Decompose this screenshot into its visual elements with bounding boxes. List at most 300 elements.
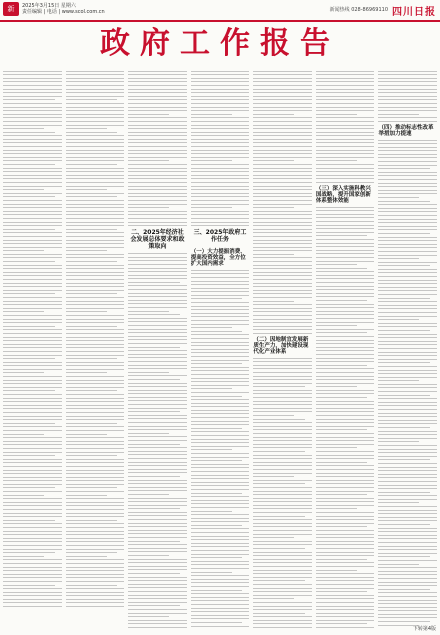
text-line — [378, 341, 437, 342]
text-line — [316, 393, 375, 394]
text-line — [316, 103, 375, 104]
text-line — [191, 593, 250, 594]
text-line — [3, 441, 62, 442]
text-line — [128, 627, 187, 628]
text-line — [66, 412, 125, 413]
text-line — [3, 487, 55, 488]
text-line — [191, 449, 232, 450]
text-line — [378, 585, 437, 586]
text-line — [3, 365, 62, 366]
text-line — [253, 501, 312, 502]
text-line — [66, 592, 125, 593]
text-line — [191, 207, 232, 208]
text-line — [378, 219, 437, 220]
text-line — [3, 243, 62, 244]
text-line — [128, 544, 187, 545]
text-line — [191, 546, 250, 547]
text-line — [253, 462, 312, 463]
text-line — [253, 175, 312, 176]
text-line — [3, 509, 62, 510]
text-line — [3, 437, 62, 438]
text-line — [3, 549, 62, 550]
text-line — [66, 164, 118, 165]
text-line — [378, 183, 437, 184]
text-line — [378, 211, 437, 212]
text-line — [378, 564, 419, 565]
text-line — [3, 567, 62, 568]
text-line — [378, 172, 437, 173]
text-line — [378, 413, 437, 414]
text-line — [66, 107, 125, 108]
text-line — [253, 157, 312, 158]
text-line — [3, 394, 62, 395]
subsection-heading: （三）深入实施科教兴国战略，提升国家创新体系整体效能 — [315, 186, 371, 204]
text-line — [253, 168, 312, 169]
text-line — [128, 365, 187, 366]
text-line — [378, 380, 419, 381]
text-line — [316, 368, 375, 369]
text-line — [316, 96, 375, 97]
text-line — [191, 363, 243, 364]
text-line — [378, 567, 437, 568]
text-line — [253, 99, 312, 100]
text-line — [378, 614, 437, 615]
text-line — [128, 404, 187, 405]
text-line — [66, 452, 125, 453]
text-line — [316, 372, 375, 373]
text-line — [3, 164, 55, 165]
text-line — [128, 573, 180, 574]
text-line — [378, 71, 437, 72]
text-line — [253, 257, 312, 258]
text-line — [378, 578, 437, 579]
text-line — [253, 473, 312, 474]
text-line — [66, 372, 107, 373]
text-line — [316, 419, 375, 420]
text-line — [316, 164, 375, 165]
text-line — [128, 157, 187, 158]
text-line — [378, 391, 437, 392]
text-line — [3, 527, 62, 528]
text-line — [316, 74, 375, 75]
text-line — [66, 337, 125, 338]
text-line — [378, 175, 437, 176]
text-line — [66, 487, 118, 488]
text-line — [378, 92, 437, 93]
text-line — [378, 438, 437, 439]
text-line — [378, 488, 437, 489]
text-line — [378, 229, 437, 230]
text-line — [3, 315, 62, 316]
text-line — [128, 375, 187, 376]
editor-line: 责任编辑 | 电话 | www.scol.com.cn — [22, 9, 105, 15]
text-line — [191, 608, 250, 609]
text-line — [316, 444, 375, 445]
text-line — [253, 393, 312, 394]
section-heading: 二、2025年经济社会发展总体要求和政策取向 — [130, 229, 185, 251]
text-line — [191, 417, 250, 418]
text-line — [66, 254, 125, 255]
text-line — [253, 548, 305, 549]
text-line — [191, 160, 232, 161]
text-line — [316, 296, 375, 297]
text-line — [66, 383, 125, 384]
text-line — [191, 114, 232, 115]
text-line — [253, 286, 312, 287]
text-line — [3, 175, 62, 176]
text-line — [3, 383, 62, 384]
text-line — [316, 329, 375, 330]
text-line — [378, 204, 437, 205]
text-line — [191, 142, 250, 143]
text-line — [191, 453, 250, 454]
text-line — [3, 484, 62, 485]
text-line — [253, 74, 312, 75]
text-line — [253, 595, 312, 596]
text-line — [253, 319, 312, 320]
text-line — [128, 271, 187, 272]
text-line — [378, 546, 437, 547]
text-line — [253, 107, 312, 108]
text-line — [253, 308, 312, 309]
text-line — [253, 240, 312, 241]
text-line — [316, 494, 368, 495]
text-line — [191, 89, 250, 90]
text-line — [316, 401, 375, 402]
text-line — [3, 531, 62, 532]
text-line — [3, 347, 62, 348]
text-line — [191, 284, 250, 285]
text-line — [3, 78, 62, 79]
text-line — [191, 435, 250, 436]
text-line — [378, 154, 437, 155]
text-line — [316, 620, 375, 621]
text-line — [316, 498, 375, 499]
text-line — [253, 268, 312, 269]
text-line — [378, 502, 419, 503]
text-line — [191, 85, 250, 86]
text-line — [3, 71, 62, 72]
text-line — [378, 103, 437, 104]
text-line — [253, 616, 312, 617]
text-line — [316, 78, 375, 79]
text-line — [66, 563, 125, 564]
text-line — [378, 121, 437, 122]
text-line — [3, 236, 62, 237]
subsection-heading: （四）推动标志性改革举措加力提速 — [378, 124, 434, 137]
text-line — [191, 511, 232, 512]
text-line — [128, 602, 187, 603]
text-line — [191, 81, 250, 82]
text-line — [378, 89, 437, 90]
text-line — [191, 331, 243, 332]
text-line — [378, 603, 437, 604]
text-line — [316, 483, 375, 484]
text-line — [128, 609, 187, 610]
text-line — [191, 121, 250, 122]
text-line — [128, 204, 187, 205]
text-line — [378, 110, 437, 111]
text-line — [378, 492, 430, 493]
text-line — [253, 160, 294, 161]
text-line — [3, 495, 44, 496]
text-line — [378, 193, 437, 194]
text-line — [3, 398, 62, 399]
text-line — [3, 275, 62, 276]
text-line — [128, 260, 187, 261]
text-line — [316, 178, 375, 179]
text-line — [191, 575, 250, 576]
text-line — [316, 336, 375, 337]
text-line — [316, 71, 375, 72]
text-line — [3, 466, 62, 467]
text-line — [378, 280, 437, 281]
text-line — [253, 125, 312, 126]
text-line — [3, 595, 62, 596]
text-line — [66, 121, 125, 122]
text-line — [316, 623, 368, 624]
text-line — [66, 74, 125, 75]
text-line — [253, 222, 312, 223]
text-line — [128, 196, 187, 197]
column-5 — [253, 68, 312, 628]
text-line — [316, 476, 375, 477]
text-line — [3, 297, 62, 298]
text-line — [128, 146, 187, 147]
text-line — [316, 207, 375, 208]
text-line — [378, 276, 437, 277]
text-line — [66, 595, 125, 596]
text-line — [316, 559, 368, 560]
text-line — [3, 362, 62, 363]
text-line — [66, 171, 125, 172]
text-line — [66, 426, 125, 427]
text-line — [191, 475, 250, 476]
text-line — [128, 519, 187, 520]
text-line — [316, 501, 375, 502]
text-line — [316, 153, 375, 154]
text-line — [316, 469, 375, 470]
text-line — [66, 146, 125, 147]
text-line — [191, 615, 250, 616]
text-line — [66, 606, 125, 607]
text-line — [191, 135, 250, 136]
text-line — [191, 128, 250, 129]
text-line — [253, 110, 312, 111]
text-line — [316, 175, 375, 176]
section-heading: 三、2025年政府工作任务 — [193, 229, 247, 244]
text-line — [191, 316, 250, 317]
text-line — [128, 515, 187, 516]
text-line — [316, 358, 375, 359]
text-line — [316, 160, 357, 161]
text-line — [316, 541, 375, 542]
text-line — [191, 410, 250, 411]
text-line — [378, 524, 430, 525]
text-line — [191, 370, 250, 371]
text-line — [191, 200, 250, 201]
text-line — [316, 602, 375, 603]
text-line — [128, 74, 187, 75]
text-line — [128, 121, 187, 122]
text-line — [128, 285, 187, 286]
text-line — [191, 604, 250, 605]
text-line — [253, 146, 312, 147]
text-line — [128, 508, 180, 509]
text-line — [378, 495, 437, 496]
text-line — [253, 623, 312, 624]
text-line — [3, 426, 62, 427]
text-line — [253, 541, 312, 542]
text-line — [128, 548, 187, 549]
text-line — [3, 265, 62, 266]
text-line — [191, 367, 250, 368]
text-line — [128, 580, 187, 581]
text-line — [191, 428, 243, 429]
text-line — [253, 211, 312, 212]
text-line — [191, 352, 250, 353]
text-line — [378, 294, 437, 295]
text-line — [253, 519, 312, 520]
text-line — [128, 175, 187, 176]
text-line — [191, 277, 250, 278]
text-line — [128, 505, 187, 506]
text-line — [253, 236, 312, 237]
text-line — [128, 354, 187, 355]
text-line — [253, 544, 312, 545]
text-line — [316, 433, 375, 434]
text-line — [3, 505, 62, 506]
text-line — [3, 117, 62, 118]
text-line — [253, 444, 312, 445]
text-line — [316, 397, 368, 398]
text-line — [128, 114, 169, 115]
text-line — [191, 403, 250, 404]
text-line — [3, 74, 62, 75]
text-line — [253, 559, 312, 560]
text-line — [253, 171, 312, 172]
text-line — [253, 229, 312, 230]
text-line — [253, 408, 312, 409]
text-line — [316, 214, 375, 215]
text-line — [128, 89, 187, 90]
text-line — [191, 298, 243, 299]
text-line — [128, 275, 187, 276]
masthead — [0, 0, 440, 22]
text-line — [191, 288, 250, 289]
text-line — [253, 426, 312, 427]
text-line — [191, 399, 250, 400]
text-line — [316, 300, 368, 301]
text-line — [66, 196, 118, 197]
text-line — [253, 508, 312, 509]
text-line — [3, 178, 62, 179]
text-line — [378, 402, 437, 403]
text-line — [191, 338, 250, 339]
text-line — [128, 623, 187, 624]
text-line — [191, 514, 250, 515]
text-line — [253, 429, 312, 430]
newspaper-logo-icon: 新 — [3, 2, 19, 16]
text-line — [128, 555, 169, 556]
text-line — [3, 430, 62, 431]
text-line — [253, 279, 312, 280]
text-line — [191, 525, 243, 526]
text-line — [3, 459, 62, 460]
text-line — [3, 340, 62, 341]
text-line — [378, 247, 437, 248]
text-line — [66, 394, 125, 395]
text-line — [3, 279, 62, 280]
text-line — [128, 125, 187, 126]
text-line — [128, 142, 187, 143]
text-line — [378, 150, 437, 151]
text-line — [378, 560, 437, 561]
text-line — [66, 545, 125, 546]
text-line — [3, 541, 62, 542]
text-line — [316, 121, 375, 122]
text-line — [316, 426, 375, 427]
text-line — [378, 334, 437, 335]
text-line — [316, 591, 368, 592]
text-line — [378, 147, 437, 148]
text-line — [128, 451, 187, 452]
text-line — [191, 168, 250, 169]
text-line — [191, 302, 250, 303]
text-line — [378, 78, 437, 79]
text-line — [66, 71, 125, 72]
text-line — [66, 505, 125, 506]
date-line: 2025年3月15日 星期六 — [22, 3, 76, 9]
text-line — [253, 96, 312, 97]
text-line — [378, 600, 437, 601]
text-line — [316, 110, 375, 111]
text-line — [66, 293, 118, 294]
text-line — [253, 573, 312, 574]
text-line — [378, 301, 437, 302]
text-line — [378, 434, 437, 435]
text-line — [378, 326, 437, 327]
text-line — [253, 365, 312, 366]
text-line — [316, 157, 375, 158]
text-line — [128, 361, 187, 362]
text-line — [253, 440, 312, 441]
text-line — [66, 275, 125, 276]
text-line — [378, 377, 437, 378]
text-line — [66, 390, 118, 391]
text-line — [378, 81, 437, 82]
text-line — [253, 480, 312, 481]
text-line — [128, 222, 187, 223]
text-line — [128, 605, 180, 606]
text-line — [191, 464, 250, 465]
text-line — [316, 343, 375, 344]
text-line — [3, 153, 62, 154]
text-line — [191, 442, 250, 443]
text-line — [66, 160, 125, 161]
text-line — [253, 193, 312, 194]
text-line — [253, 92, 312, 93]
text-line — [3, 128, 44, 129]
text-line — [128, 186, 187, 187]
text-line — [128, 393, 187, 394]
text-line — [191, 291, 250, 292]
paper-name: 四川日报 — [392, 7, 436, 18]
text-line — [66, 473, 125, 474]
text-line — [3, 570, 62, 571]
text-line — [66, 247, 125, 248]
text-line — [378, 319, 419, 320]
